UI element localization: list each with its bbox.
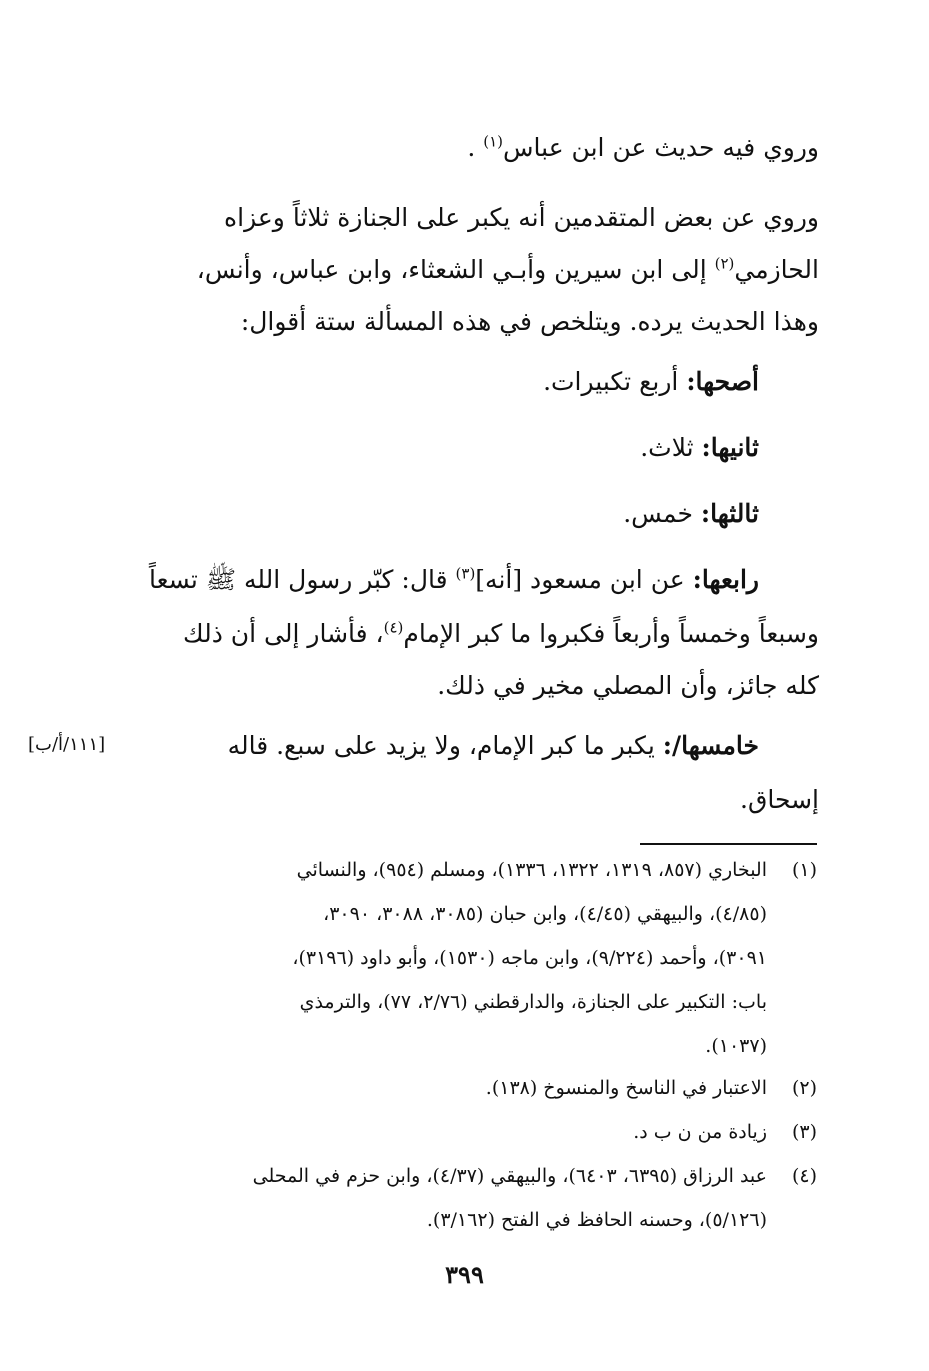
footnote-1-line: ٣٠٩١)، وأحمد (٩/٢٢٤)، وابن ماجه (١٥٣٠)، وأبو داود (٣١٩٦)، [292, 947, 767, 969]
opinion-first: أصحها: أربع تكبيرات. [543, 367, 759, 396]
footnote-ref-1[interactable]: (١) [483, 132, 504, 151]
opinion-third: ثالثها: خمس. [623, 499, 759, 528]
page-number: ٣٩٩ [445, 1260, 484, 1289]
opinion-label: ثالثها: [700, 499, 759, 528]
footnote-1-line: البخاري (٨٥٧، ١٣١٩، ١٣٢٢، ١٣٣٦)، ومسلم (٩٥٤)، والنسائي [296, 859, 767, 881]
opinion-label: رابعها: [692, 565, 759, 594]
footnote-1-line: (١٠٣٧). [705, 1035, 767, 1057]
paragraph-ibn-abbas-hadith: وروي فيه حديث عن ابن عباس$^{(١)}$ . [467, 132, 819, 162]
footnote-ref-3[interactable]: (٣) [455, 564, 476, 583]
p2-line-3: وهذا الحديث يرده. ويتلخص في هذه المسألة ستة أقوال: [240, 307, 819, 336]
p2-line-2: الحازمي$^{(٢)}$ إلى ابن سيرين وأبـي الشعثاء، وابن عباس، وأنس، [196, 254, 819, 284]
footnote-4-line: (٥/١٢٦)، وحسنه الحافظ في الفتح (٣/١٦٢). [426, 1209, 767, 1231]
footnote-number: (١) [791, 859, 817, 881]
opinion-second: ثانيها: ثلاث. [640, 433, 759, 462]
footnote-1-line: (٤/٨٥)، والبيهقي (٤/٤٥)، وابن حبان (٣٠٨٥، ٣٠٨٨، ٣٠٩٠، [323, 903, 767, 925]
opinion-label: ثانيها: [701, 433, 759, 462]
q4-line-3: كله جائز، وأن المصلي مخير في ذلك. [437, 671, 819, 700]
opinion-label: أصحها: [686, 367, 759, 396]
footnote-3-line: زيادة من ن ب د. [633, 1121, 767, 1143]
footnote-ref-4[interactable]: (٤) [383, 618, 404, 637]
footnote-separator [640, 843, 817, 845]
q5-line-1: خامسها/: يكبر ما كبر الإمام، ولا يزيد على سبع. قاله [227, 731, 759, 760]
footnote-2-line: الاعتبار في الناسخ والمنسوخ (١٣٨). [485, 1077, 767, 1099]
footnote-number: (٤) [791, 1165, 817, 1187]
footnote-ref-2[interactable]: (٢) [714, 254, 735, 273]
manuscript-folio-marker: [١١١/أ/ب] [28, 734, 106, 755]
footnote-number: (٢) [791, 1077, 817, 1099]
p2-line-1: وروي عن بعض المتقدمين أنه يكبر على الجنازة ثلاثاً وعزاه [224, 203, 819, 232]
footnote-4-line: عبد الرزاق (٦٣٩٥، ٦٤٠٣)، والبيهقي (٤/٣٧)، وابن حزم في المحلى [252, 1165, 767, 1187]
q4-line-1: رابعها: عن ابن مسعود [أنه]$^{(٣)}$ قال: كبّر رسول الله ﷺ تسعاً [148, 564, 759, 594]
q4-line-2: وسبعاً وخمساً وأربعاً فكبروا ما كبر الإمام$^{(٤)}$، فأشار إلى أن ذلك [183, 618, 819, 648]
footnote-1-line: باب: التكبير على الجنازة، والدارقطني (٢/٧٦، ٧٧)، والترمذي [299, 991, 767, 1013]
opinion-label: خامسها/: [662, 731, 759, 760]
footnote-number: (٣) [791, 1121, 817, 1143]
q5-line-2: إسحاق. [740, 785, 819, 814]
